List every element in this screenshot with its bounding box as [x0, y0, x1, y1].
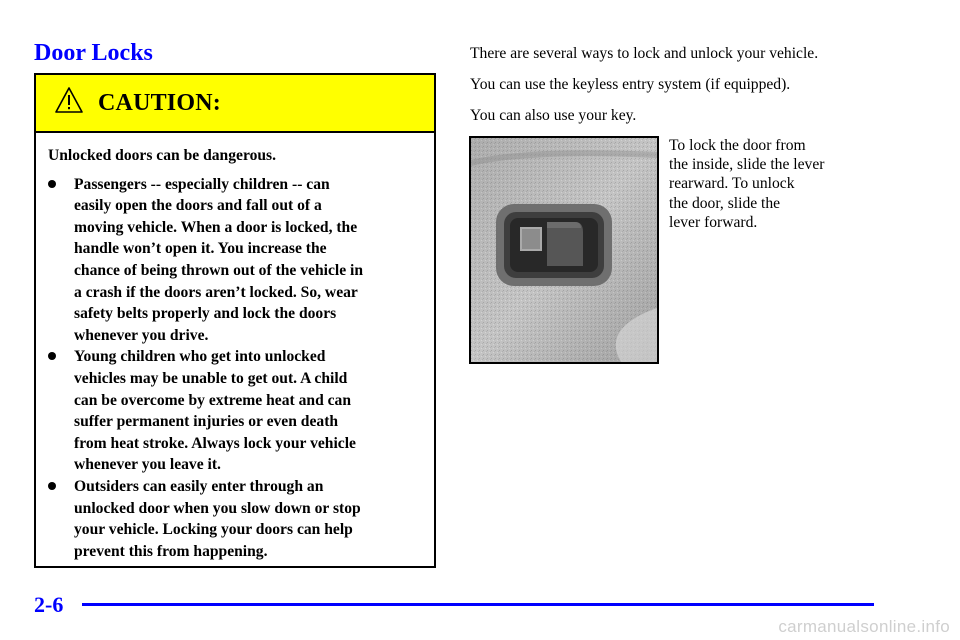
- photo-caption: [669, 136, 824, 232]
- page-title: Door Locks: [34, 40, 153, 66]
- bullet-line: a crash if the doors aren’t locked. So, wear: [74, 283, 358, 301]
- page-number: 2-6: [34, 592, 64, 617]
- caution-bullet-outsiders: [48, 476, 420, 562]
- bullet-line: Outsiders can easily enter through an: [74, 477, 324, 495]
- caution-intro: Unlocked doors can be dangerous.: [48, 147, 277, 164]
- right-column: [470, 44, 818, 137]
- door-lock-lever-illustration: [471, 138, 657, 362]
- caption-line: the door, slide the: [669, 194, 781, 212]
- bullet-line: can be overcome by extreme heat and can: [74, 391, 352, 409]
- paragraph-use-key: You can also use your key.: [470, 107, 637, 124]
- paragraph-keyless-entry: You can use the keyless entry system (if equipped).: [470, 76, 791, 93]
- bullet-line: vehicles may be unable to get out. A child: [74, 369, 348, 387]
- caption-line: rearward. To unlock: [669, 175, 795, 193]
- watermark: carmanualsonline.info: [778, 617, 950, 636]
- bullet-line: suffer permanent injuries or even death: [74, 413, 339, 431]
- caution-body: [36, 133, 434, 562]
- caution-bullet-passengers: [48, 174, 420, 347]
- caution-box: [34, 73, 436, 568]
- caution-label: CAUTION:: [98, 89, 221, 116]
- bullet-dot-icon: [48, 180, 56, 188]
- bullet-line: whenever you drive.: [74, 326, 209, 344]
- bullet-line: safety belts properly and lock the doors: [74, 305, 337, 323]
- bullet-dot-icon: [48, 352, 56, 360]
- bullet-line: whenever you leave it.: [74, 456, 221, 474]
- bullet-line: handle won’t open it. You increase the: [74, 240, 327, 258]
- caption-line: the inside, slide the lever: [669, 156, 825, 174]
- bullet-line: your vehicle. Locking your doors can help: [74, 521, 353, 539]
- caution-header: [36, 75, 434, 133]
- bullet-line: unlocked door when you slow down or stop: [74, 499, 361, 517]
- caption-line: lever forward.: [669, 213, 758, 231]
- footer-rule: [82, 603, 874, 606]
- paragraph-ways-to-lock: There are several ways to lock and unlock your vehicle.: [470, 45, 819, 62]
- bullet-line: prevent this from happening.: [74, 542, 268, 560]
- bullet-line: Young children who get into unlocked: [74, 348, 326, 366]
- caution-bullet-list: [48, 174, 420, 563]
- bullet-line: from heat stroke. Always lock your vehicle: [74, 434, 356, 452]
- bullet-line: moving vehicle. When a door is locked, the: [74, 218, 358, 236]
- bullet-line: easily open the doors and fall out of a: [74, 197, 322, 215]
- door-lock-lever-photo: [469, 136, 659, 364]
- bullet-line: Passengers -- especially children -- can: [74, 175, 330, 193]
- caution-bullet-children: [48, 346, 420, 476]
- bullet-line: chance of being thrown out of the vehicle in: [74, 261, 364, 279]
- bullet-dot-icon: [48, 482, 56, 490]
- warning-triangle-icon: [54, 86, 84, 114]
- caption-line: To lock the door from: [669, 137, 806, 154]
